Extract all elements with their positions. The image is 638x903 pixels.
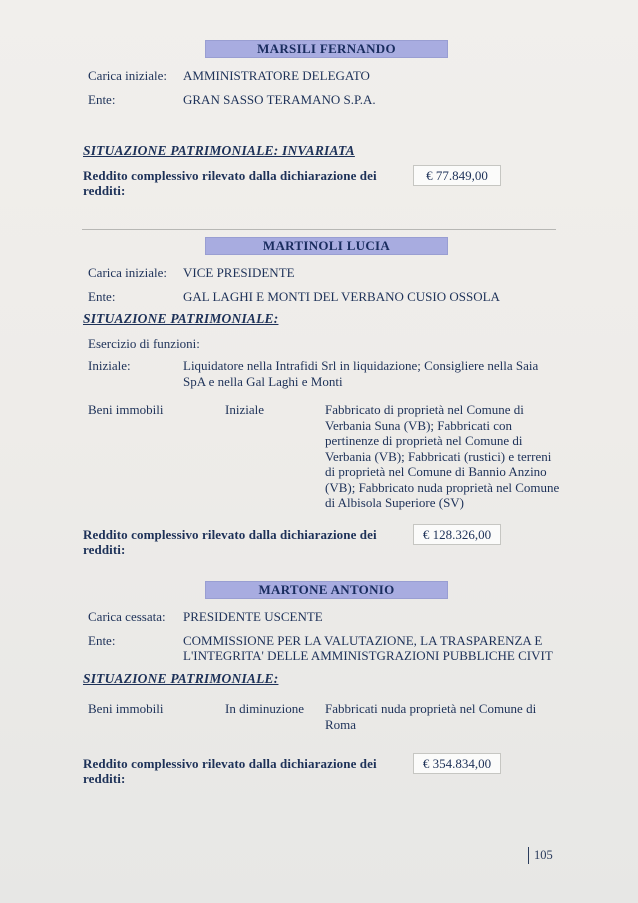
field-label: Iniziale: xyxy=(88,358,131,373)
reddito-row xyxy=(0,165,638,198)
beni-label: Beni immobili xyxy=(88,402,164,417)
reddito-label: Reddito complessivo rilevato dalla dichiarazione dei redditi: xyxy=(83,756,377,786)
reddito-value-box: € 77.849,00 xyxy=(413,165,501,186)
section-martone-antonio xyxy=(0,581,638,786)
field-value: COMMISSIONE PER LA VALUTAZIONE, LA TRASPARENZA E L'INTEGRITA' DELLE AMMINISTGRAZIONI PUBBLICHE CIVIT xyxy=(183,633,553,663)
field-label: Carica cessata: xyxy=(88,609,166,624)
field-value: Liquidatore nella Intrafidi Srl in liquidazione; Consigliere nella Saia SpA e nella Gal Laghi e Monti xyxy=(183,358,539,389)
page-number: 105 xyxy=(528,847,553,864)
field-label: Carica iniziale: xyxy=(88,68,168,83)
field-row-carica xyxy=(0,265,638,280)
section-divider xyxy=(82,229,556,230)
beni-immobili-row xyxy=(0,701,638,732)
field-label: Ente: xyxy=(88,92,116,107)
person-name-header: MARTONE ANTONIO xyxy=(205,581,448,599)
person-name-header: MARSILI FERNANDO xyxy=(205,40,448,58)
situazione-patrimoniale-heading: SITUAZIONE PATRIMONIALE: xyxy=(83,671,279,686)
esercizio-funzioni-heading: Esercizio di funzioni: xyxy=(88,336,200,351)
field-value: GAL LAGHI E MONTI DEL VERBANO CUSIO OSSOLA xyxy=(183,289,500,304)
field-row-carica xyxy=(0,68,638,83)
field-row-ente xyxy=(0,289,638,304)
beni-description: Fabbricati nuda proprietà nel Comune di Roma xyxy=(325,701,537,732)
field-label: Carica iniziale: xyxy=(88,265,168,280)
beni-immobili-row xyxy=(0,402,638,511)
field-value: AMMINISTRATORE DELEGATO xyxy=(183,68,370,83)
person-name-header: MARTINOLI LUCIA xyxy=(205,237,448,255)
field-label: Ente: xyxy=(88,633,116,648)
situazione-patrimoniale-heading: SITUAZIONE PATRIMONIALE: INVARIATA xyxy=(83,143,355,158)
field-value: GRAN SASSO TERAMANO S.P.A. xyxy=(183,92,376,107)
reddito-label: Reddito complessivo rilevato dalla dichiarazione dei redditi: xyxy=(83,526,377,557)
field-value: PRESIDENTE USCENTE xyxy=(183,609,323,624)
beni-status: In diminuzione xyxy=(225,701,305,716)
reddito-value-box: € 128.326,00 xyxy=(413,524,501,545)
reddito-row xyxy=(0,753,638,786)
beni-label: Beni immobili xyxy=(88,701,164,716)
section-martinoli-lucia xyxy=(0,237,638,557)
field-value: VICE PRESIDENTE xyxy=(183,265,295,280)
field-row-carica xyxy=(0,609,638,624)
reddito-value-box: € 354.834,00 xyxy=(413,753,501,774)
section-marsili-fernando xyxy=(0,40,638,198)
reddito-label: Reddito complessivo rilevato dalla dichiarazione dei redditi: xyxy=(83,168,377,198)
field-label: Ente: xyxy=(88,289,116,304)
field-row-ente xyxy=(0,92,638,107)
field-row-ente xyxy=(0,633,638,663)
situazione-patrimoniale-heading: SITUAZIONE PATRIMONIALE: xyxy=(83,311,279,326)
reddito-row xyxy=(0,524,638,557)
beni-status: Iniziale xyxy=(225,402,264,417)
beni-description: Fabbricato di proprietà nel Comune di Verbania Suna (VB); Fabbricati con pertinenze di proprietà nel Comune di Verbania (VB); Fabbricati (rustici) e terreni di proprietà nel Comune di Bannio Anzino (VB); Fabbricato nuda proprietà nel Comune di Albisola Superiore (SV) xyxy=(325,402,560,510)
esercizio-row xyxy=(0,358,638,389)
